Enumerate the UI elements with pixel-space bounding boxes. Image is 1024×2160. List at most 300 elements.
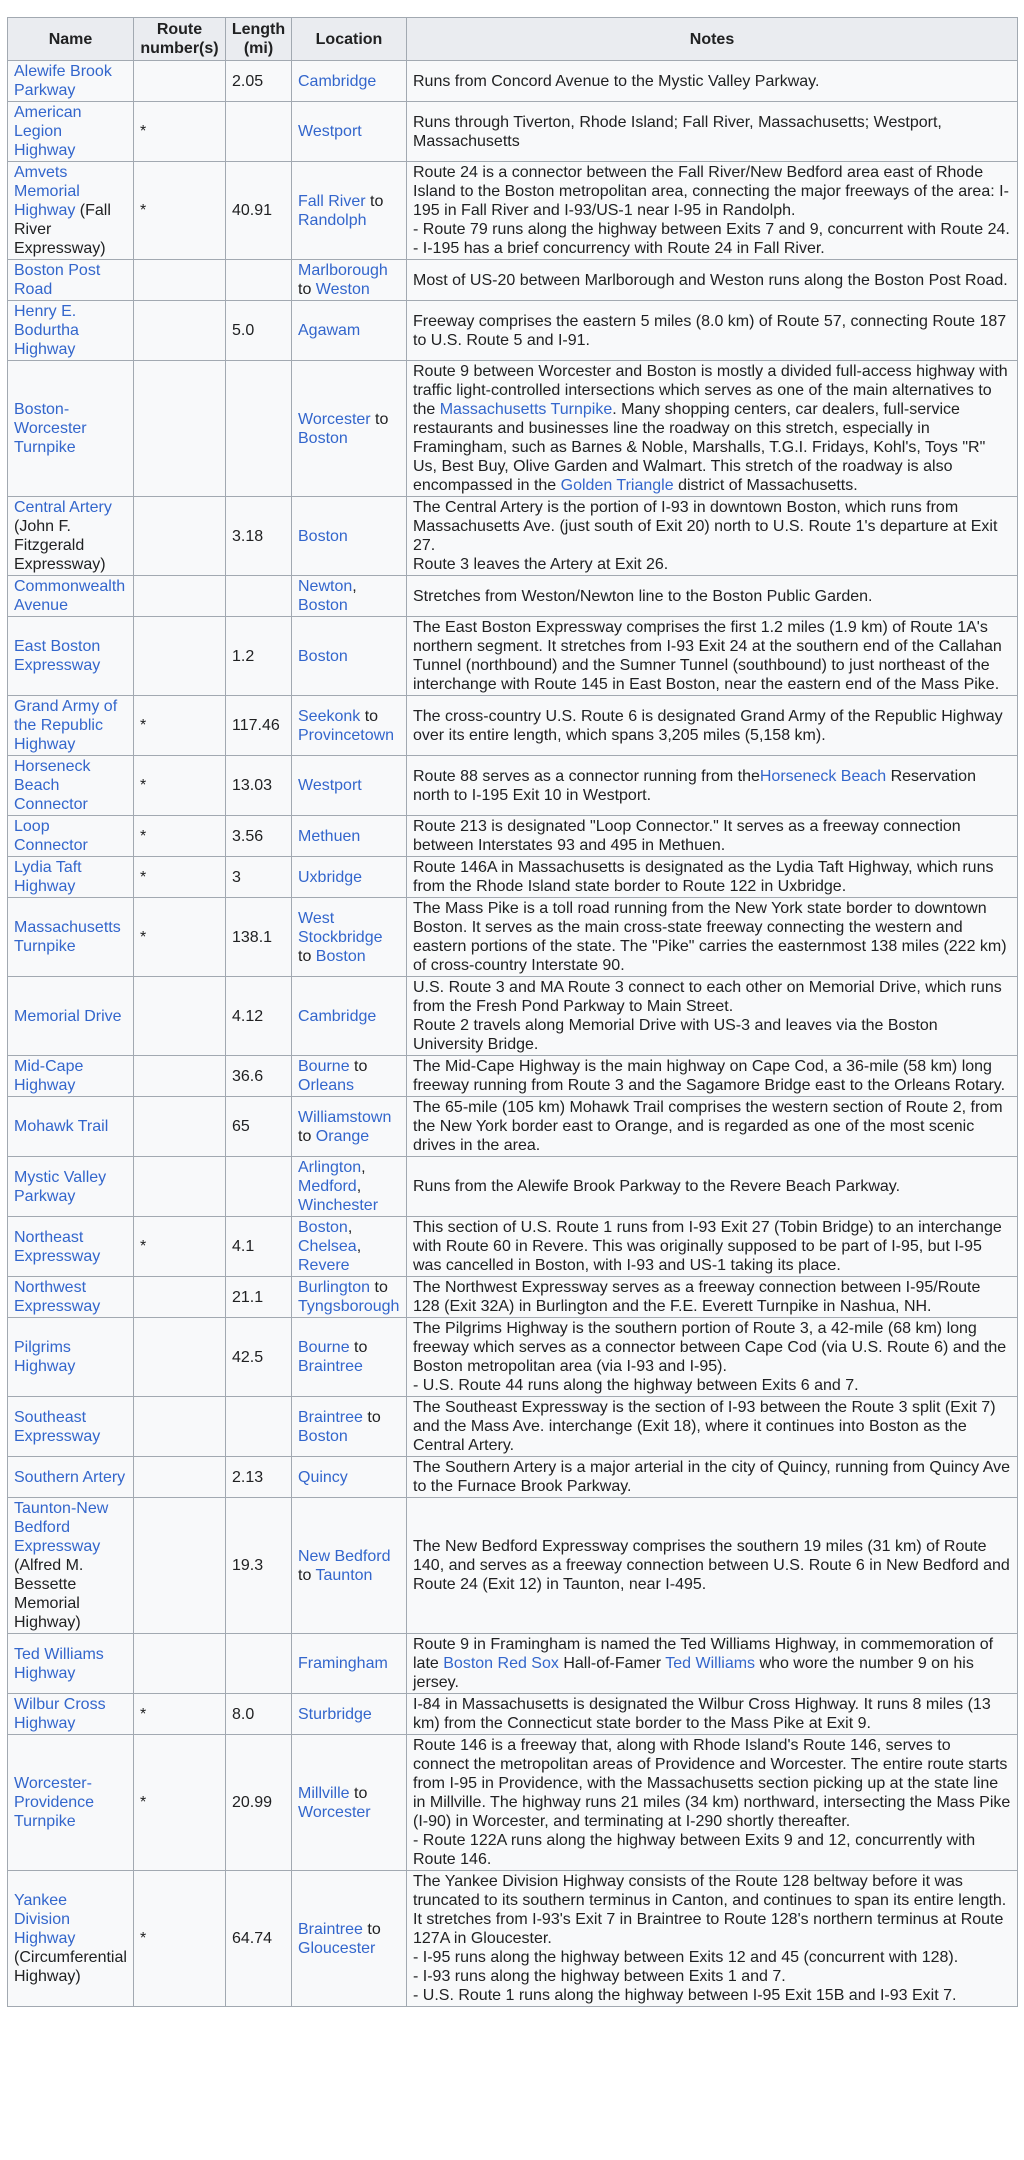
notes-line: [413, 1177, 1011, 1196]
wiki-link[interactable]: Fall River: [298, 192, 366, 210]
cell-route-number: [134, 977, 226, 1056]
table-row: [8, 1318, 1018, 1397]
wiki-link[interactable]: Mystic Valley Parkway: [14, 1168, 107, 1205]
plain-text: The Mid-Cape Highway is the main highway on Cape Cod, a 36-mile (58 km) long freeway running from Route 3 and the Sagamore Bridge east to the Orleans Rotary.: [413, 1058, 1006, 1094]
plain-text: Runs from Concord Avenue to the Mystic Valley Parkway.: [413, 72, 820, 90]
cell-route-number: [134, 1157, 226, 1217]
wiki-link[interactable]: Ted Williams Highway: [14, 1645, 104, 1682]
cell-name: [8, 1871, 134, 2007]
wiki-link[interactable]: Braintree: [298, 1408, 363, 1426]
plain-text: - I-95 runs along the highway between Exits 12 and 45 (concurrent with 128).: [413, 1949, 959, 1966]
cell-name: [8, 1097, 134, 1157]
table-row: [8, 1097, 1018, 1157]
plain-text: to: [370, 410, 389, 428]
wiki-link[interactable]: Orleans: [298, 1077, 355, 1094]
wiki-link[interactable]: Boston Post Road: [14, 262, 101, 298]
cell-name: [8, 617, 134, 696]
cell-name: [8, 977, 134, 1056]
cell-route-number: *: [134, 816, 226, 857]
cell-name: [8, 576, 134, 617]
cell-route-number: [134, 576, 226, 617]
plain-text: The Mass Pike is a toll road running from the New York state border to downtown Boston. It serves as the main cross-state freeway connecting the western and eastern portions of the state. The "Pike" carries the easternmost 138 miles (222 km) of cross-country Interstate 90.: [413, 900, 1007, 974]
cell-length: 4.1: [226, 1217, 292, 1277]
cell-notes: [407, 1217, 1018, 1277]
wiki-link[interactable]: Ted Williams: [665, 1655, 756, 1672]
wiki-link[interactable]: Agawam: [298, 322, 361, 339]
table-row: [8, 1056, 1018, 1097]
plain-text: to: [298, 1127, 316, 1145]
wiki-link[interactable]: Boston: [298, 597, 348, 614]
column-header-location: Location: [292, 18, 407, 61]
cell-location: [292, 1397, 407, 1457]
plain-text: to: [298, 281, 316, 298]
wiki-link[interactable]: Winchester: [298, 1197, 379, 1214]
table-row: [8, 1277, 1018, 1318]
notes-line: [413, 1016, 1011, 1054]
wiki-link[interactable]: Braintree: [298, 1920, 363, 1938]
table-row: [8, 1871, 1018, 2007]
cell-name: [8, 1318, 134, 1397]
cell-length: [226, 102, 292, 162]
notes-line: [413, 707, 1011, 745]
wiki-link[interactable]: Cambridge: [298, 1007, 377, 1025]
cell-route-number: [134, 1634, 226, 1694]
plain-text: The Southern Artery is a major arterial in the city of Quincy, running from Quincy Ave to the Furnace Brook Parkway.: [413, 1459, 1011, 1495]
cell-notes: [407, 497, 1018, 576]
plain-text: Hall-of-Famer: [558, 1655, 666, 1672]
notes-line: [413, 978, 1011, 1016]
wiki-link[interactable]: Burlington: [298, 1279, 371, 1296]
cell-notes: [407, 102, 1018, 162]
plain-text: to: [349, 1058, 368, 1075]
cell-location: [292, 898, 407, 977]
cell-name: [8, 1397, 134, 1457]
notes-line: [413, 498, 1011, 555]
cell-location: [292, 1735, 407, 1871]
cell-name: [8, 1694, 134, 1735]
wiki-link[interactable]: Provincetown: [298, 726, 395, 744]
notes-line: [413, 555, 1011, 574]
wiki-link[interactable]: Boston-Worcester Turnpike: [14, 401, 87, 456]
cell-notes: [407, 1498, 1018, 1634]
cell-length: 3.18: [226, 497, 292, 576]
plain-text: to: [362, 1408, 381, 1426]
plain-text: - U.S. Route 44 runs along the highway between Exits 6 and 7.: [413, 1377, 859, 1394]
plain-text: (John F. Fitzgerald Expressway): [14, 518, 106, 573]
cell-route-number: [134, 617, 226, 696]
wiki-link[interactable]: Boston: [315, 947, 366, 965]
cell-location: [292, 1498, 407, 1634]
cell-notes: [407, 576, 1018, 617]
plain-text: ,: [356, 1238, 362, 1255]
cell-name: [8, 1056, 134, 1097]
cell-notes: [407, 1397, 1018, 1457]
wiki-link[interactable]: Uxbridge: [298, 868, 363, 886]
cell-notes: [407, 977, 1018, 1056]
cell-length: 42.5: [226, 1318, 292, 1397]
cell-location: [292, 1634, 407, 1694]
cell-notes: [407, 260, 1018, 301]
cell-length: 8.0: [226, 1694, 292, 1735]
cell-length: [226, 576, 292, 617]
plain-text: U.S. Route 3 and MA Route 3 connect to each other on Memorial Drive, which runs from the Fresh Pond Parkway to Main Street.: [413, 979, 1002, 1015]
cell-name: [8, 1634, 134, 1694]
cell-name: [8, 898, 134, 977]
notes-line: [413, 220, 1011, 239]
wiki-link[interactable]: West Stockbridge: [298, 909, 383, 946]
cell-name: [8, 1498, 134, 1634]
wiki-link[interactable]: Massachusetts Turnpike: [439, 401, 613, 418]
wiki-link[interactable]: Marlborough: [298, 262, 388, 279]
wiki-link[interactable]: Millville: [298, 1784, 350, 1802]
plain-text: The Yankee Division Highway consists of the Route 128 beltway before it was truncated to its southern terminus in Canton, and continues to span its entire length. It stretches from I-93's Exit 7 in Braintree to Route 128's northern terminus at Route 127A in Gloucester.: [413, 1873, 1007, 1947]
cell-notes: [407, 696, 1018, 756]
wiki-link[interactable]: Northeast Expressway: [14, 1228, 101, 1265]
plain-text: - Route 122A runs along the highway between Exits 9 and 12, concurrently with Route 146.: [413, 1832, 976, 1868]
wiki-link[interactable]: Horseneck Beach: [759, 767, 887, 785]
plain-text: Route 24 is a connector between the Fall River/New Bedford area east of Rhode Island to the Boston metropolitan area, connecting the major freeways of the area: I-195 in Fall River and I-93/US-1 near I-95 in Randolph.: [413, 164, 1009, 219]
wiki-link[interactable]: Randolph: [298, 211, 367, 229]
table-body: [8, 61, 1018, 2007]
cell-route-number: *: [134, 857, 226, 898]
wiki-link[interactable]: Worcester: [298, 1803, 371, 1821]
plain-text: (Circumferential Highway): [14, 1949, 127, 1985]
cell-length: 3: [226, 857, 292, 898]
notes-line: [413, 1398, 1011, 1455]
cell-location: [292, 61, 407, 102]
cell-length: [226, 1157, 292, 1217]
table-row: [8, 576, 1018, 617]
column-header-name: Name: [8, 18, 134, 61]
wiki-link[interactable]: Memorial Drive: [14, 1007, 122, 1025]
wiki-link[interactable]: Worcester-Providence Turnpike: [14, 1775, 95, 1830]
table-row: [8, 857, 1018, 898]
cell-route-number: [134, 260, 226, 301]
cell-name: [8, 260, 134, 301]
wiki-link[interactable]: Bourne: [298, 1058, 350, 1075]
plain-text: Route 3 leaves the Artery at Exit 26.: [413, 556, 669, 573]
column-header-route: Route number(s): [134, 18, 226, 61]
cell-location: [292, 576, 407, 617]
cell-length: [226, 1634, 292, 1694]
wiki-link[interactable]: Methuen: [298, 827, 361, 845]
wiki-link[interactable]: Loop Connector: [14, 818, 88, 854]
wiki-link[interactable]: Westport: [298, 777, 362, 794]
cell-location: [292, 1277, 407, 1318]
notes-line: [413, 362, 1011, 495]
wiki-link[interactable]: Massachusetts Turnpike: [14, 919, 121, 955]
notes-line: [413, 1376, 1011, 1395]
wiki-link[interactable]: Braintree: [298, 1358, 363, 1375]
cell-route-number: *: [134, 696, 226, 756]
cell-name: [8, 857, 134, 898]
table-row: [8, 1735, 1018, 1871]
wiki-link[interactable]: Weston: [315, 281, 370, 298]
cell-notes: [407, 361, 1018, 497]
table-row: [8, 1457, 1018, 1498]
wiki-link[interactable]: Southeast Expressway: [14, 1408, 101, 1445]
plain-text: This section of U.S. Route 1 runs from I-93 Exit 27 (Tobin Bridge) to an interchange with Route 60 in Revere. This was originally supposed to be part of I-95, but I-95 was cancelled in Boston, with I-93 and US-1 taking its place.: [413, 1219, 1002, 1274]
wiki-link[interactable]: Boston: [298, 1219, 348, 1236]
cell-length: 36.6: [226, 1056, 292, 1097]
cell-route-number: [134, 497, 226, 576]
wiki-link[interactable]: Mohawk Trail: [14, 1118, 109, 1135]
wiki-link[interactable]: Boston: [298, 527, 348, 545]
table-row: [8, 102, 1018, 162]
cell-route-number: *: [134, 1871, 226, 2007]
plain-text: Stretches from Weston/Newton line to the Boston Public Garden.: [413, 587, 873, 605]
plain-text: Most of US-20 between Marlborough and Weston runs along the Boston Post Road.: [413, 271, 1008, 289]
plain-text: ,: [352, 578, 357, 595]
wiki-link[interactable]: Boston: [298, 429, 348, 447]
cell-notes: [407, 898, 1018, 977]
cell-notes: [407, 1694, 1018, 1735]
wiki-link[interactable]: Boston: [298, 1427, 348, 1445]
plain-text: The Central Artery is the portion of I-93 in downtown Boston, which runs from Massachusetts Ave. (just south of Exit 20) north to U.S. Route 1's departure at Exit 27.: [413, 499, 998, 554]
cell-length: [226, 1397, 292, 1457]
plain-text: ,: [347, 1219, 353, 1236]
notes-line: [413, 163, 1011, 220]
cell-location: [292, 361, 407, 497]
plain-text: The Southeast Expressway is the section of I-93 between the Route 3 split (Exit 7) and the Mass Ave. interchange (Exit 18), where it continues into Boston as the Central Artery.: [413, 1399, 996, 1454]
plain-text: - Route 79 runs along the highway between Exits 7 and 9, concurrent with Route 24.: [413, 221, 1010, 238]
wiki-link[interactable]: Boston: [298, 647, 348, 665]
table-row: [8, 61, 1018, 102]
wiki-link[interactable]: Mid-Cape Highway: [14, 1058, 84, 1094]
table-row: [8, 1498, 1018, 1634]
wiki-link[interactable]: Tyngsborough: [298, 1298, 400, 1315]
notes-line: [413, 1218, 1011, 1275]
cell-location: [292, 816, 407, 857]
cell-route-number: [134, 1097, 226, 1157]
cell-length: 4.12: [226, 977, 292, 1056]
wiki-link[interactable]: Revere: [298, 1257, 350, 1274]
plain-text: Route 2 travels along Memorial Drive with US-3 and leaves via the Boston University Bridge.: [413, 1017, 938, 1053]
wiki-link[interactable]: Boston Red Sox: [443, 1655, 559, 1672]
cell-length: 65: [226, 1097, 292, 1157]
wiki-link[interactable]: Henry E. Bodurtha Highway: [14, 303, 79, 358]
notes-line: [413, 587, 1011, 606]
wiki-link[interactable]: Sturbridge: [298, 1705, 372, 1723]
cell-location: [292, 260, 407, 301]
cell-notes: [407, 756, 1018, 816]
cell-notes: [407, 1457, 1018, 1498]
cell-length: 3.56: [226, 816, 292, 857]
cell-route-number: [134, 1457, 226, 1498]
plain-text: The New Bedford Expressway comprises the southern 19 miles (31 km) of Route 140, and serves as a freeway connection between U.S. Route 6 in New Bedford and Route 24 (Exit 12) in Taunton, near I-495.: [413, 1538, 1010, 1593]
wiki-link[interactable]: Arlington: [298, 1159, 362, 1176]
table-row: [8, 696, 1018, 756]
table-row: [8, 301, 1018, 361]
notes-line: [413, 1986, 1011, 2005]
plain-text: ,: [356, 1178, 362, 1195]
wiki-link[interactable]: Quincy: [298, 1468, 348, 1486]
wiki-link[interactable]: Pilgrims Highway: [14, 1339, 76, 1375]
plain-text: Route 9 in Framingham is named the Ted Williams Highway, in commemoration of late: [413, 1636, 994, 1672]
cell-location: [292, 1871, 407, 2007]
notes-line: [413, 1736, 1011, 1831]
notes-line: [413, 767, 1011, 805]
wiki-link[interactable]: Taunton: [315, 1566, 373, 1584]
cell-length: 64.74: [226, 1871, 292, 2007]
notes-line: [413, 239, 1011, 258]
table-row: [8, 756, 1018, 816]
cell-location: [292, 1056, 407, 1097]
cell-route-number: [134, 301, 226, 361]
cell-notes: [407, 301, 1018, 361]
plain-text: to: [370, 1279, 388, 1296]
plain-text: The Northwest Expressway serves as a freeway connection between I-95/Route 128 (Exit 32A) in Burlington and the F.E. Everett Turnpike in Nashua, NH.: [413, 1279, 981, 1315]
notes-line: [413, 1057, 1011, 1095]
cell-route-number: [134, 1318, 226, 1397]
notes-line: [413, 1695, 1011, 1733]
plain-text: to: [349, 1784, 368, 1802]
cell-location: [292, 977, 407, 1056]
wiki-link[interactable]: Southern Artery: [14, 1468, 126, 1486]
wiki-link[interactable]: Newton: [298, 578, 353, 595]
cell-name: [8, 1217, 134, 1277]
plain-text: (Alfred M. Bessette Memorial Highway): [14, 1557, 84, 1631]
wiki-link[interactable]: Commonwealth Avenue: [14, 578, 126, 614]
table-row: [8, 617, 1018, 696]
cell-location: [292, 756, 407, 816]
cell-route-number: *: [134, 756, 226, 816]
notes-line: [413, 1831, 1011, 1869]
cell-length: 40.91: [226, 162, 292, 260]
plain-text: (Fall River Expressway): [14, 202, 111, 257]
wiki-link[interactable]: Grand Army of the Republic Highway: [14, 698, 118, 753]
notes-line: [413, 1458, 1011, 1496]
plain-text: who wore the number 9 on his jersey.: [413, 1655, 974, 1691]
cell-route-number: [134, 1498, 226, 1634]
column-header-notes: Notes: [407, 18, 1018, 61]
cell-location: [292, 1318, 407, 1397]
cell-name: [8, 162, 134, 260]
cell-location: [292, 1457, 407, 1498]
wiki-link[interactable]: Cambridge: [298, 72, 377, 90]
wiki-link[interactable]: Westport: [298, 123, 362, 140]
cell-length: 5.0: [226, 301, 292, 361]
wiki-link[interactable]: Amvets Memorial Highway: [14, 164, 80, 219]
table-row: [8, 497, 1018, 576]
table-row: [8, 1397, 1018, 1457]
cell-length: 2.05: [226, 61, 292, 102]
cell-route-number: *: [134, 1217, 226, 1277]
cell-name: [8, 102, 134, 162]
plain-text: to: [298, 1566, 316, 1584]
wiki-link[interactable]: Williamstown: [298, 1108, 392, 1126]
cell-length: 13.03: [226, 756, 292, 816]
notes-line: [413, 72, 1011, 91]
cell-location: [292, 162, 407, 260]
cell-location: [292, 102, 407, 162]
wiki-link[interactable]: Alewife Brook Parkway: [14, 63, 112, 99]
plain-text: to: [349, 1339, 368, 1356]
cell-route-number: *: [134, 1735, 226, 1871]
notes-line: [413, 817, 1011, 855]
table-row: [8, 1634, 1018, 1694]
wiki-link[interactable]: Bourne: [298, 1339, 350, 1356]
plain-text: The cross-country U.S. Route 6 is designated Grand Army of the Republic Highway over its entire length, which spans 3,205 miles (5,158 km).: [413, 707, 1003, 744]
wiki-link[interactable]: Taunton-New Bedford Expressway: [14, 1500, 109, 1555]
notes-line: [413, 271, 1011, 290]
cell-route-number: [134, 61, 226, 102]
wiki-link[interactable]: Central Artery: [14, 499, 112, 516]
cell-location: [292, 1097, 407, 1157]
wiki-link[interactable]: American Legion Highway: [14, 104, 82, 159]
plain-text: Reservation north to I-195 Exit 10 in Westport.: [413, 767, 976, 804]
column-header-length: Length (mi): [226, 18, 292, 61]
cell-name: [8, 1457, 134, 1498]
cell-notes: [407, 1056, 1018, 1097]
plain-text: Runs through Tiverton, Rhode Island; Fall River, Massachusetts; Westport, Massachusetts: [413, 113, 942, 150]
cell-location: [292, 857, 407, 898]
cell-location: [292, 1217, 407, 1277]
wiki-link[interactable]: Chelsea: [298, 1238, 357, 1255]
wiki-link[interactable]: Northwest Expressway: [14, 1279, 101, 1315]
cell-notes: [407, 1634, 1018, 1694]
cell-length: 2.13: [226, 1457, 292, 1498]
wiki-link[interactable]: Wilbur Cross Highway: [14, 1696, 106, 1732]
wiki-link[interactable]: Lydia Taft Highway: [14, 859, 82, 895]
cell-length: 19.3: [226, 1498, 292, 1634]
cell-name: [8, 1157, 134, 1217]
cell-route-number: *: [134, 102, 226, 162]
cell-location: [292, 1694, 407, 1735]
cell-name: [8, 696, 134, 756]
cell-route-number: *: [134, 162, 226, 260]
cell-name: [8, 1735, 134, 1871]
cell-notes: [407, 162, 1018, 260]
plain-text: to: [360, 707, 379, 725]
wiki-link[interactable]: Worcester: [298, 410, 371, 428]
cell-notes: [407, 816, 1018, 857]
wiki-link[interactable]: New Bedford: [298, 1547, 391, 1565]
plain-text: - U.S. Route 1 runs along the highway between I-95 Exit 15B and I-93 Exit 7.: [413, 1987, 957, 2004]
notes-line: [413, 1098, 1011, 1155]
wiki-link[interactable]: Orange: [315, 1127, 370, 1145]
cell-length: [226, 361, 292, 497]
wiki-link[interactable]: Golden Triangle: [560, 477, 674, 494]
cell-location: [292, 617, 407, 696]
table-row: [8, 977, 1018, 1056]
cell-length: 20.99: [226, 1735, 292, 1871]
notes-line: [413, 1967, 1011, 1986]
table-row: [8, 162, 1018, 260]
cell-location: [292, 1157, 407, 1217]
notes-line: [413, 1948, 1011, 1967]
wiki-link[interactable]: Horseneck Beach Connector: [14, 758, 91, 813]
cell-length: 21.1: [226, 1277, 292, 1318]
cell-notes: [407, 1157, 1018, 1217]
cell-name: [8, 497, 134, 576]
wiki-link[interactable]: Gloucester: [298, 1939, 376, 1957]
cell-length: [226, 260, 292, 301]
cell-name: [8, 61, 134, 102]
wiki-link[interactable]: Yankee Division Highway: [14, 1892, 76, 1947]
notes-line: [413, 1635, 1011, 1692]
wiki-link[interactable]: Framingham: [298, 1655, 388, 1672]
plain-text: The 65-mile (105 km) Mohawk Trail comprises the western section of Route 2, from the New York border east to Orange, and is regarded as one of the most scenic drives in the area.: [413, 1099, 1003, 1154]
cell-name: [8, 816, 134, 857]
plain-text: Route 9 between Worcester and Boston is mostly a divided full-access highway with traffic light-controlled intersections which serves as one of the main alternatives to the: [413, 363, 1008, 418]
plain-text: Route 146A in Massachusetts is designated as the Lydia Taft Highway, which runs from the Rhode Island state border to Route 122 in Uxbridge.: [413, 859, 994, 895]
wiki-link[interactable]: Medford: [298, 1178, 357, 1195]
notes-line: [413, 1872, 1011, 1948]
wiki-link[interactable]: Seekonk: [298, 707, 361, 725]
plain-text: Route 88 serves as a connector running from the: [413, 767, 760, 785]
wiki-link[interactable]: East Boston Expressway: [14, 638, 101, 674]
